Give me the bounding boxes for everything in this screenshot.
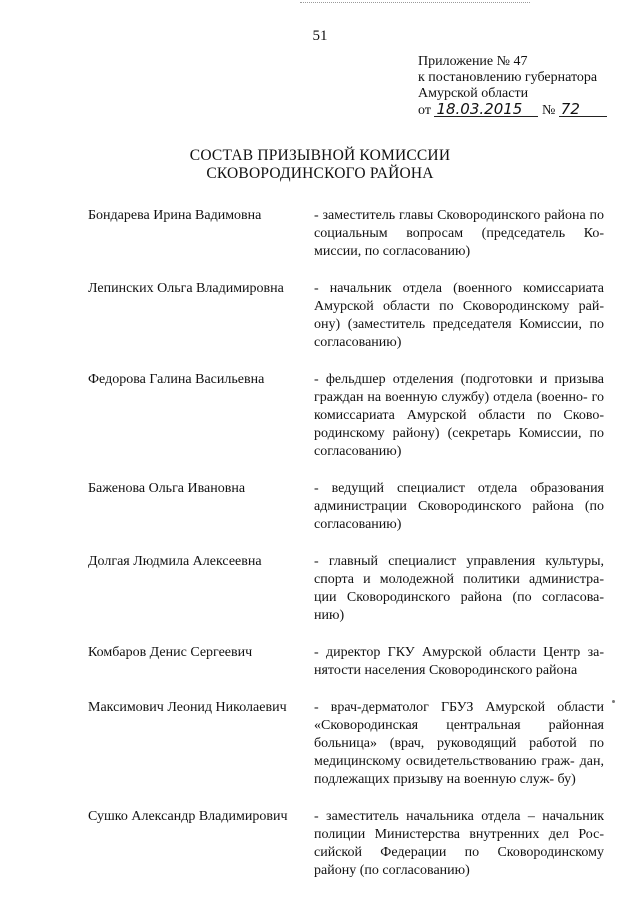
commission-members-list	[88, 207, 618, 880]
member-row	[88, 808, 618, 880]
date-prefix: от	[418, 103, 431, 118]
title-line-2: СКОВОРОДИНСКОГО РАЙОНА	[206, 165, 434, 182]
member-row	[88, 207, 618, 261]
member-row	[88, 280, 618, 352]
appendix-line-2: к постановлению губернатора	[418, 70, 598, 85]
member-role: - начальник отдела (военного комиссариата Амурской области по Сковородинскому рай- ону) (заместитель председателя Комиссии, по согласованию)	[314, 281, 604, 350]
scan-speck	[612, 700, 615, 703]
member-name: Долгая Людмила Алексеевна	[88, 554, 262, 569]
member-name: Лепинских Ольга Владимировна	[88, 281, 284, 296]
member-row	[88, 371, 618, 461]
member-name: Комбаров Денис Сергеевич	[88, 645, 253, 660]
member-name: Сушко Александр Владимирович	[88, 809, 288, 824]
member-role: - директор ГКУ Амурской области Центр за- нятости населения Сковородинского района	[314, 645, 604, 678]
member-row	[88, 644, 618, 680]
member-role: - главный специалист управления культуры, спорта и молодежной политики администра- ции Сковородинского района (по согласова- нию)	[314, 554, 604, 623]
member-name: Баженова Ольга Ивановна	[88, 481, 246, 496]
appendix-block	[418, 54, 618, 119]
member-name: Федорова Галина Васильевна	[88, 372, 265, 387]
appendix-line-3: Амурской области	[418, 86, 529, 101]
member-role: - фельдшер отделения (подготовки и призыва граждан на военную службу) отдела (военно- го комиссариата Амурской области по Сково- родинскому району) (секретарь Комиссии, по согласованию)	[314, 372, 604, 459]
appendix-line-1: Приложение № 47	[418, 54, 528, 69]
handwritten-date: 18.03.2015	[434, 102, 538, 117]
handwritten-number: 72	[559, 102, 607, 117]
member-role: - ведущий специалист отдела образования администрации Сковородинского района (по согласованию)	[314, 481, 604, 532]
member-role: - врач-дерматолог ГБУЗ Амурской области «Сковородинская центральная районная больница» (врач, руководящий работой по медицинскому освидетельствованию граж- дан, подлежащих призыву на военную служ- бу)	[314, 700, 604, 787]
member-role: - заместитель начальника отдела – начальник полиции Министерства внутренних дел Рос- сийской Федерации по Сковородинскому району (по согласованию)	[314, 809, 604, 878]
member-row	[88, 480, 618, 534]
member-name: Бондарева Ирина Вадимовна	[88, 208, 262, 223]
document-title	[0, 147, 640, 183]
title-line-1: СОСТАВ ПРИЗЫВНОЙ КОМИССИИ	[189, 147, 451, 164]
member-role: - заместитель главы Сковородинского района по социальным вопросам (председатель Ко- миссии, по согласованию)	[314, 208, 604, 259]
member-row	[88, 699, 618, 789]
scan-top-border	[300, 2, 530, 3]
member-name: Максимович Леонид Николаевич	[88, 700, 287, 715]
number-prefix: №	[541, 103, 556, 118]
member-row	[88, 553, 618, 625]
page-number: 51	[312, 28, 328, 44]
appendix-date-row	[418, 102, 618, 119]
